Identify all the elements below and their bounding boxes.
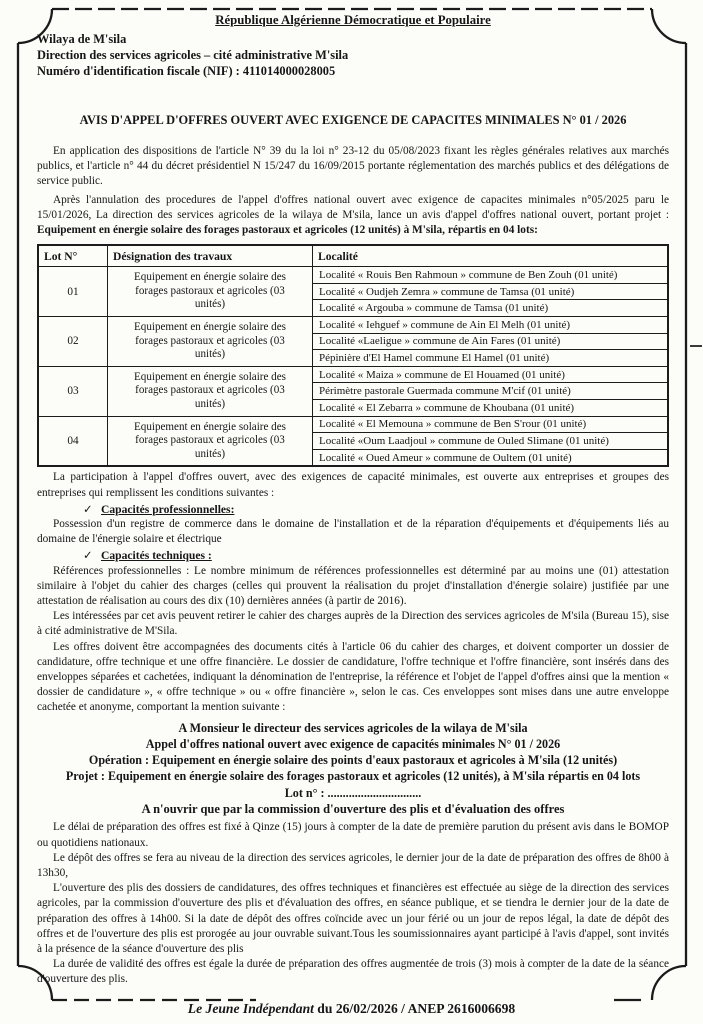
lot-designation: Equipement en énergie solaire des forages pastoraux et agricoles (03 unités) [108, 317, 313, 367]
para-delai: Le délai de préparation des offres est fixé à Qinze (15) jours à compter de la date de première parution du présent avis dans le BOMOP ou quotidiens nationaux. [37, 821, 669, 849]
para-annulation [37, 193, 669, 239]
lot-locality: Localité « Oued Ameur » commune de Oultem (01 unité) [313, 449, 669, 466]
lot-number: 04 [38, 416, 108, 466]
lot-locality: Localité « Rouis Ben Rahmoun » commune de Ben Zouh (01 unité) [313, 267, 669, 284]
para-depot: Le dépôt des offres se fera au niveau de la direction des services agricoles, le dernier jour de la date de préparation des offres de 8h00 à 13h30, [37, 851, 669, 879]
lot-locality: Localité « Argouba » commune de Tamsa (01 unité) [313, 300, 669, 317]
lot-locality: Localité « Iehguef » commune de Ain El Melh (01 unité) [313, 317, 669, 334]
lot-locality: Localité « El Memouna » commune de Ben S'rour (01 unité) [313, 416, 669, 433]
lot-locality: Localité « Oudjeh Zemra » commune de Tamsa (01 unité) [313, 283, 669, 300]
issuer-wilaya: Wilaya de M'sila [37, 32, 127, 46]
para-annulation-project: Equipement en énergie solaire des forages pastoraux et agricoles (12 unités) à M'sila, répartis en 04 lots: [37, 224, 538, 237]
margin-pen-mark [690, 345, 702, 347]
para-annulation-text: Après l'annulation des procedures de l'appel d'offres national ouvert avec exigence de capacites minimales n°05/2025 paru le 15/01/2026, La direction des services agricoles de la wilaya de M'sila, lance un avis d'appel d'offres national ouvert, portant projet : [37, 193, 669, 221]
mention-line: Projet : Equipement en énergie solaire des forages pastoraux et agricoles (12 unités), à M'sila répartis en 04 lots [65, 769, 641, 784]
mention-lot-line: Lot n° : ............................... [284, 785, 422, 800]
lot-designation: Equipement en énergie solaire des forages pastoraux et agricoles (03 unités) [108, 366, 313, 416]
para-participation: La participation à l'appel d'offres ouvert, avec des exigences de capacité minimales, est ouverte aux entreprises et groupes des entreprises qui remplissent les conditions suivantes : [37, 471, 669, 499]
col-header-designation: Désignation des travaux [108, 245, 313, 267]
table-row [38, 366, 668, 383]
lot-number: 01 [38, 267, 108, 317]
republic-heading-text: République Algérienne Démocratique et Populaire [215, 13, 491, 27]
lot-locality: Pépinière d'El Hamel commune El Hamel (01 unité) [313, 350, 669, 367]
checkmark-icon: ✓ [83, 502, 93, 516]
publication-ref: du 26/02/2026 / ANEP 2616006698 [313, 1001, 516, 1016]
para-ouverture: L'ouverture des plis des dossiers de candidatures, des offres techniques et financières est effectuée au siège de la direction des services agricoles, par la commission d'ouverture des plis et d'évaluation des offres, en séance publique, et se tiendra le dernier jour de la date de préparation des offres à 14h00. Si la date de dépôt des offres coïncide avec un jour férié ou un jour de repos légal, la date de dépôt des offres et de l'ouverture des plis est prorogée au jour ouvrable suivant.Tous les soumissionnaires ayant participé à l'avis d'appel, sont invités à la présence de la séance d'ouverture des plis [37, 882, 669, 955]
para-offres-enveloppes: Les offres doivent être accompagnées des documents cités à l'article 06 du cahier des charges, et doivent comporter un dossier de candidature, offre technique et une offre financière. Le dossier de candidature, l'offre technique et l'offre financière, sont insérés dans des enveloppes séparées et cachetées, indiquant la dénomination de l'entreprise, la référence et l'objet de l'appel d'offres ainsi que la mention « dossier de candidature », « offre technique » ou « offre financière », selon le cas. Ces enveloppes sont mises dans une autre enveloppe cachetée et anonyme, comportant la mention suivante : [37, 640, 669, 714]
issuer-direction: Direction des services agricoles – cité administrative M'sila [37, 48, 349, 62]
lot-locality: Périmètre pastorale Guermada commune M'cif (01 unité) [313, 383, 669, 400]
para-technical-capacity: Références professionnelles : Le nombre minimum de références professionnelles est déterminé par au moins une (01) attestation similaire à l'objet du cahier des charges (celles qui prouvent la réalisation du projet d'installation d'énergie solaire) justifiée par une attestation de réalisation au cours des dix (10) dernières années (à partir de 2016). [37, 564, 669, 607]
mention-line: Opération : Equipement en énergie solaire des points d'eaux pastoraux et agricoles à M'sila (12 unités) [88, 753, 618, 768]
issuer-nif: Numéro d'identification fiscale (NIF) : 411014000028005 [37, 64, 336, 78]
issuer-block [37, 31, 669, 79]
mention-line: Appel d'offres national ouvert avec exigence de capacités minimales N° 01 / 2026 [145, 736, 561, 751]
notice-title: AVIS D'APPEL D'OFFRES OUVERT AVEC EXIGENCE DE CAPACITES MINIMALES N° 01 / 2026 [79, 113, 627, 127]
condition-technical-label: Capacités techniques : [101, 549, 212, 563]
para-legal-basis: En application des dispositions de l'article N° 39 du la loi n° 23-12 du 05/08/2023 fixant les règles générales relatives aux marchés publics, et l'article n° 44 du décret présidentiel N 15/247 du 16/09/2015 portante réglementation des marchés publics et des délégations de service public. [37, 145, 669, 188]
journal-name: Le Jeune Indépendant [187, 1001, 314, 1016]
mention-commission-line: A n'ouvrir que par la commission d'ouverture des plis et d'évaluation des offres [141, 802, 565, 817]
lot-designation: Equipement en énergie solaire des forages pastoraux et agricoles (03 unités) [108, 267, 313, 317]
lot-locality: Localité « Maiza » commune de El Houamed (01 unité) [313, 366, 669, 383]
condition-professional-label: Capacités professionnelles: [101, 502, 235, 516]
col-header-lot: Lot N° [38, 245, 108, 267]
document-body [37, 13, 669, 988]
table-row [38, 317, 668, 334]
lot-locality: Localité «Laeligue » commune de Ain Fares (01 unité) [313, 333, 669, 350]
para-professional-capacity: Possession d'un registre de commerce dans le domaine de l'installation et de la réparation d'équipements et d'équipements liés au domaine de l'énergie solaire et électrique [37, 517, 669, 546]
envelope-mention-block [37, 720, 669, 818]
checkmark-icon: ✓ [83, 549, 93, 563]
table-row [38, 267, 668, 284]
lot-locality: Localité «Oum Laadjoul » commune de Ouled Slimane (01 unité) [313, 433, 669, 450]
condition-professional [83, 502, 669, 517]
condition-technical [83, 548, 669, 563]
para-validite: La durée de validité des offres est égale la durée de préparation des offres augmentée de trois (3) mois à compter de la date de la séance d'ouverture des plis. [37, 958, 669, 986]
table-row [38, 416, 668, 433]
mention-line: A Monsieur le directeur des services agricoles de la wilaya de M'sila [178, 720, 528, 735]
lots-table [37, 244, 669, 467]
lots-table-header-row [38, 245, 668, 267]
publication-footer [0, 1001, 703, 1017]
republic-heading [37, 13, 669, 28]
col-header-localite: Localité [313, 245, 669, 267]
lot-number: 03 [38, 366, 108, 416]
lot-designation: Equipement en énergie solaire des forages pastoraux et agricoles (03 unités) [108, 416, 313, 466]
lot-number: 02 [38, 317, 108, 367]
para-retrait-cahier: Les intéressées par cet avis peuvent retirer le cahier des charges auprès de la Direction des services agricoles de M'sila (Bureau 15), sise à cité administrative de M'Sila. [37, 610, 669, 638]
lot-locality: Localité « El Zebarra » commune de Khoubana (01 unité) [313, 399, 669, 416]
